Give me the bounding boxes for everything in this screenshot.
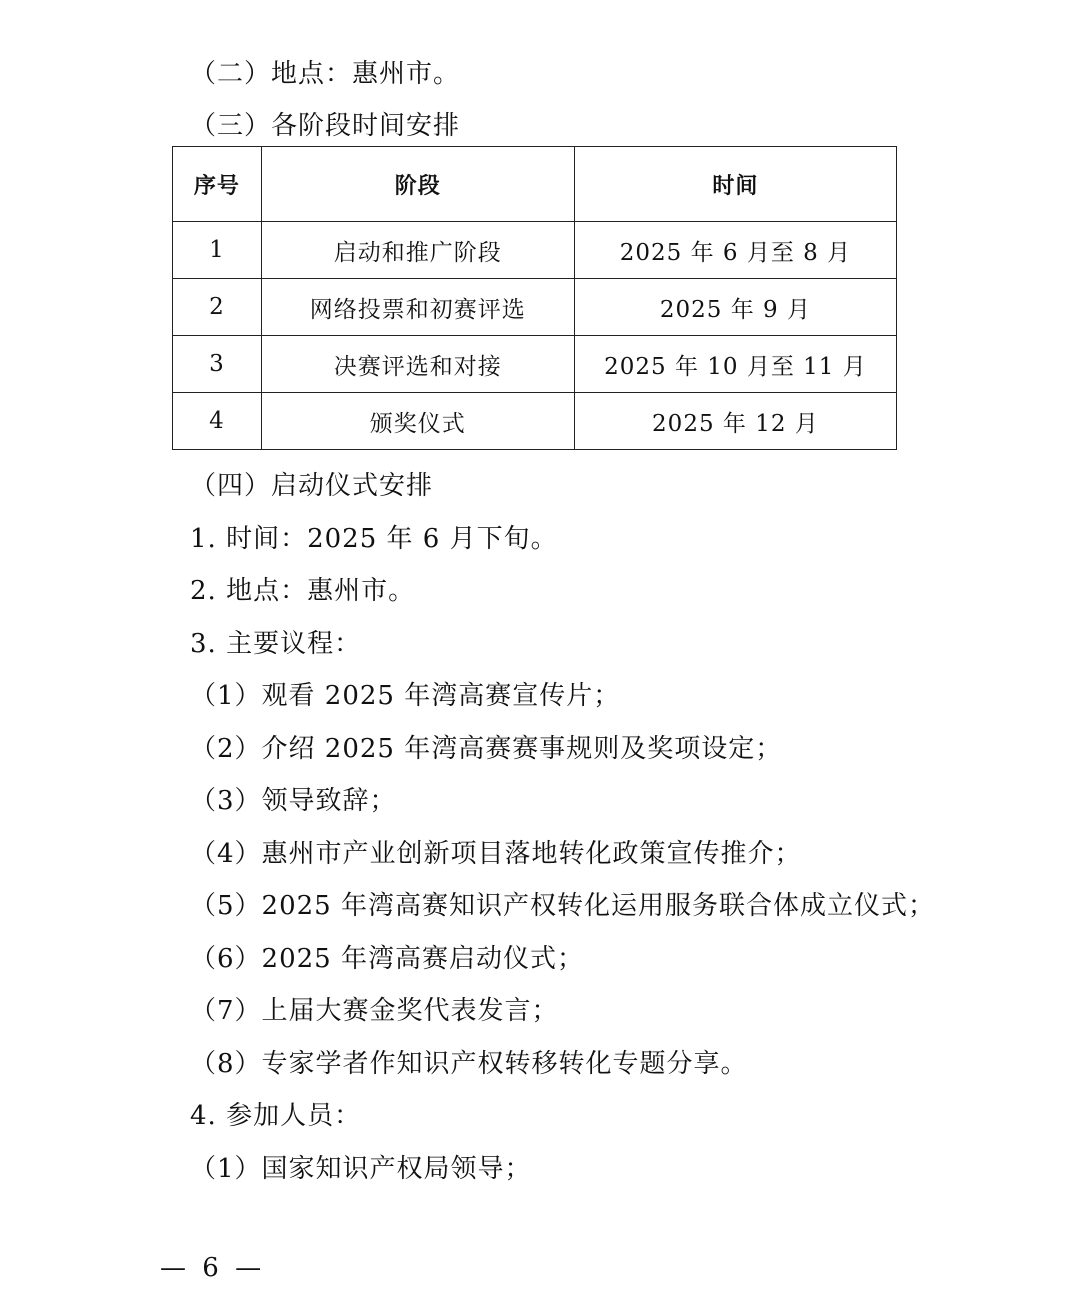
agenda-item: （7）上届大赛金奖代表发言； [190,996,559,1026]
cell-stage: 颁奖仪式 [261,393,574,450]
participants-heading: 4. 参加人员： [190,1101,362,1131]
agenda-item: （3）领导致辞； [190,786,397,816]
table-row [173,393,897,450]
agenda-item: （5）2025 年湾高赛知识产权转化运用服务联合体成立仪式； [190,891,935,921]
header-time: 时间 [574,147,896,222]
table-row [173,222,897,279]
table-row [173,336,897,393]
section-location: （二）地点：惠州市。 [190,59,461,89]
agenda-item: （6）2025 年湾高赛启动仪式； [190,944,584,974]
cell-seq: 4 [173,393,262,450]
section-schedule-heading: （三）各阶段时间安排 [190,111,461,141]
launch-item-agenda: 3. 主要议程： [190,629,362,659]
page-number: — 6 — [160,1253,266,1283]
cell-seq: 1 [173,222,262,279]
cell-seq: 3 [173,336,262,393]
agenda-item: （2）介绍 2025 年湾高赛赛事规则及奖项设定； [190,734,783,764]
stage-schedule-table [172,146,897,450]
cell-time: 2025 年 12 月 [574,393,896,450]
cell-stage: 网络投票和初赛评选 [261,279,574,336]
cell-seq: 2 [173,279,262,336]
cell-stage: 决赛评选和对接 [261,336,574,393]
agenda-item: （4）惠州市产业创新项目落地转化政策宣传推介； [190,839,802,869]
table-header-row [173,147,897,222]
section-launch-heading: （四）启动仪式安排 [190,471,434,501]
agenda-item: （1）观看 2025 年湾高赛宣传片； [190,681,621,711]
participant-item: （1）国家知识产权局领导； [190,1154,532,1184]
cell-time: 2025 年 6 月至 8 月 [574,222,896,279]
header-seq: 序号 [173,147,262,222]
agenda-item: （8）专家学者作知识产权转移转化专题分享。 [190,1049,748,1079]
launch-item-time: 1. 时间：2025 年 6 月下旬。 [190,524,558,554]
launch-item-location: 2. 地点：惠州市。 [190,576,416,606]
cell-time: 2025 年 9 月 [574,279,896,336]
header-stage: 阶段 [261,147,574,222]
cell-stage: 启动和推广阶段 [261,222,574,279]
cell-time: 2025 年 10 月至 11 月 [574,336,896,393]
table-row [173,279,897,336]
